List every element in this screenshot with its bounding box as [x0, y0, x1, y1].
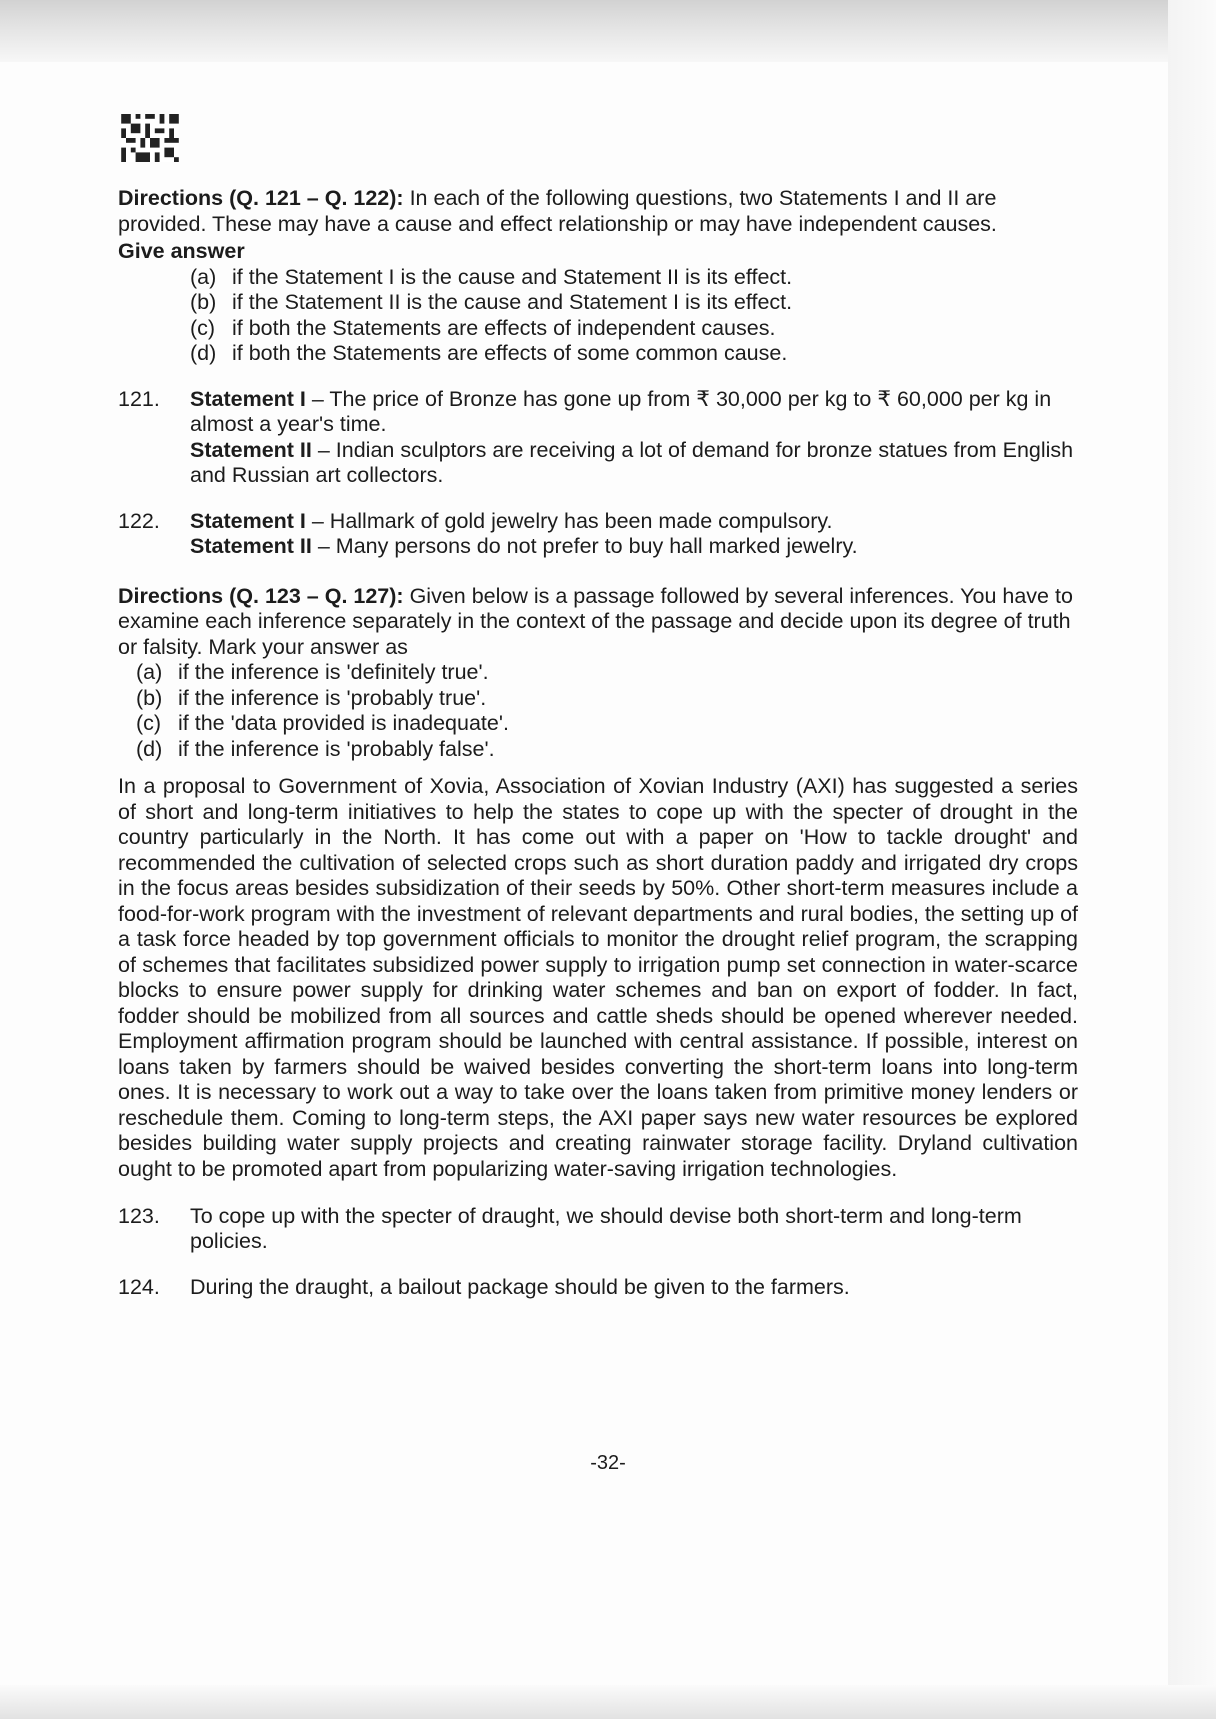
option-d: (d) if both the Statements are effects of some common cause.	[190, 341, 788, 365]
question-123	[118, 1204, 1078, 1255]
question-124	[118, 1275, 1078, 1301]
statement-1: Statement I – The price of Bronze has gone up from ₹ 30,000 per kg to ₹ 60,000 per kg in almost a year's time.	[190, 386, 1052, 436]
question-text: To cope up with the specter of draught, we should devise both short-term and long-term policies.	[190, 1203, 1022, 1253]
page-number: -32-	[590, 1452, 626, 1474]
question-number: 121.	[118, 386, 160, 411]
answer-options-123-127	[136, 660, 1078, 762]
question-122	[118, 509, 1078, 560]
scan-shadow-bottom	[0, 1685, 1216, 1719]
statement-2: Statement II – Many persons do not prefer to buy hall marked jewelry.	[190, 534, 858, 558]
barcode-icon	[119, 114, 181, 162]
question-number: 122.	[118, 508, 160, 533]
directions-text: Given below is a passage followed by several inferences. You have to examine each inference separately in the context of the passage and decide upon its degree of truth or falsity. Mark your answer as	[118, 583, 1073, 659]
directions-123-127	[118, 584, 1078, 661]
give-answer-heading: Give answer	[118, 239, 245, 263]
question-text: During the draught, a bailout package should be given to the farmers.	[190, 1274, 850, 1299]
passage-text: In a proposal to Government of Xovia, Association of Xovian Industry (AXI) has suggested a series of short and long-term initiatives to help the states to cope up with the specter of drought in the country particularly in the North. It has come out with a paper on 'How to tackle drought' and recommended the cultivation of selected crops such as short duration paddy and irrigated dry crops in the focus areas besides subsidization of their seeds by 50%. Other short-term measures include a food-for-work program with the investment of relevant departments and rural bodies, the setting up of a task force headed by top government officials to monitor the drought relief program, the scrapping of schemes that facilitates subsidized power supply to irrigation pump set connection in water-scarce blocks to ensure power supply for drinking water schemes and ban on export of fodder. In fact, fodder should be mobilized from all sources and cattle sheds should be opened wherever needed. Employment affirmation program should be launched with central assistance. If possible, interest on loans taken by farmers should be waived besides converting the short-term loans into long-term ones. It is necessary to work out a way to take over the loans taken from primitive money lenders or reschedule them. Coming to long-term steps, the AXI paper says new water resources be explored besides building water supply projects and creating rainwater storage facility. Dryland cultivation ought to be promoted apart from popularizing water-saving irrigation technologies.	[118, 774, 1078, 1181]
option-c: (c) if the 'data provided is inadequate'.	[136, 711, 509, 735]
option-d: (d) if the inference is 'probably false'.	[136, 736, 495, 761]
statement-2: Statement II – Indian sculptors are receiving a lot of demand for bronze statues from English and Russian art collectors.	[190, 437, 1074, 487]
answer-options-121-122	[190, 265, 1078, 367]
option-c: (c) if both the Statements are effects of independent causes.	[190, 315, 776, 340]
directions-121-122	[118, 186, 1078, 237]
option-a: (a) if the Statement I is the cause and Statement II is its effect.	[190, 264, 793, 289]
directions-text: In each of the following questions, two Statements I and II are provided. These may have a cause and effect relationship or may have independent causes.	[118, 186, 997, 236]
scan-shadow-top	[0, 0, 1216, 62]
question-121	[118, 387, 1078, 489]
question-number: 124.	[118, 1274, 160, 1299]
directions-label: Directions (Q. 121 – Q. 122):	[118, 186, 404, 210]
directions-label: Directions (Q. 123 – Q. 127):	[118, 583, 404, 608]
option-b: (b) if the inference is 'probably true'.	[136, 685, 487, 710]
page-content	[118, 186, 1078, 1300]
statement-1: Statement I – Hallmark of gold jewelry has been made compulsory.	[190, 508, 833, 533]
question-number: 123.	[118, 1203, 160, 1228]
option-a: (a) if the inference is 'definitely true'.	[136, 660, 489, 684]
option-b: (b) if the Statement II is the cause and Statement I is its effect.	[190, 290, 793, 314]
